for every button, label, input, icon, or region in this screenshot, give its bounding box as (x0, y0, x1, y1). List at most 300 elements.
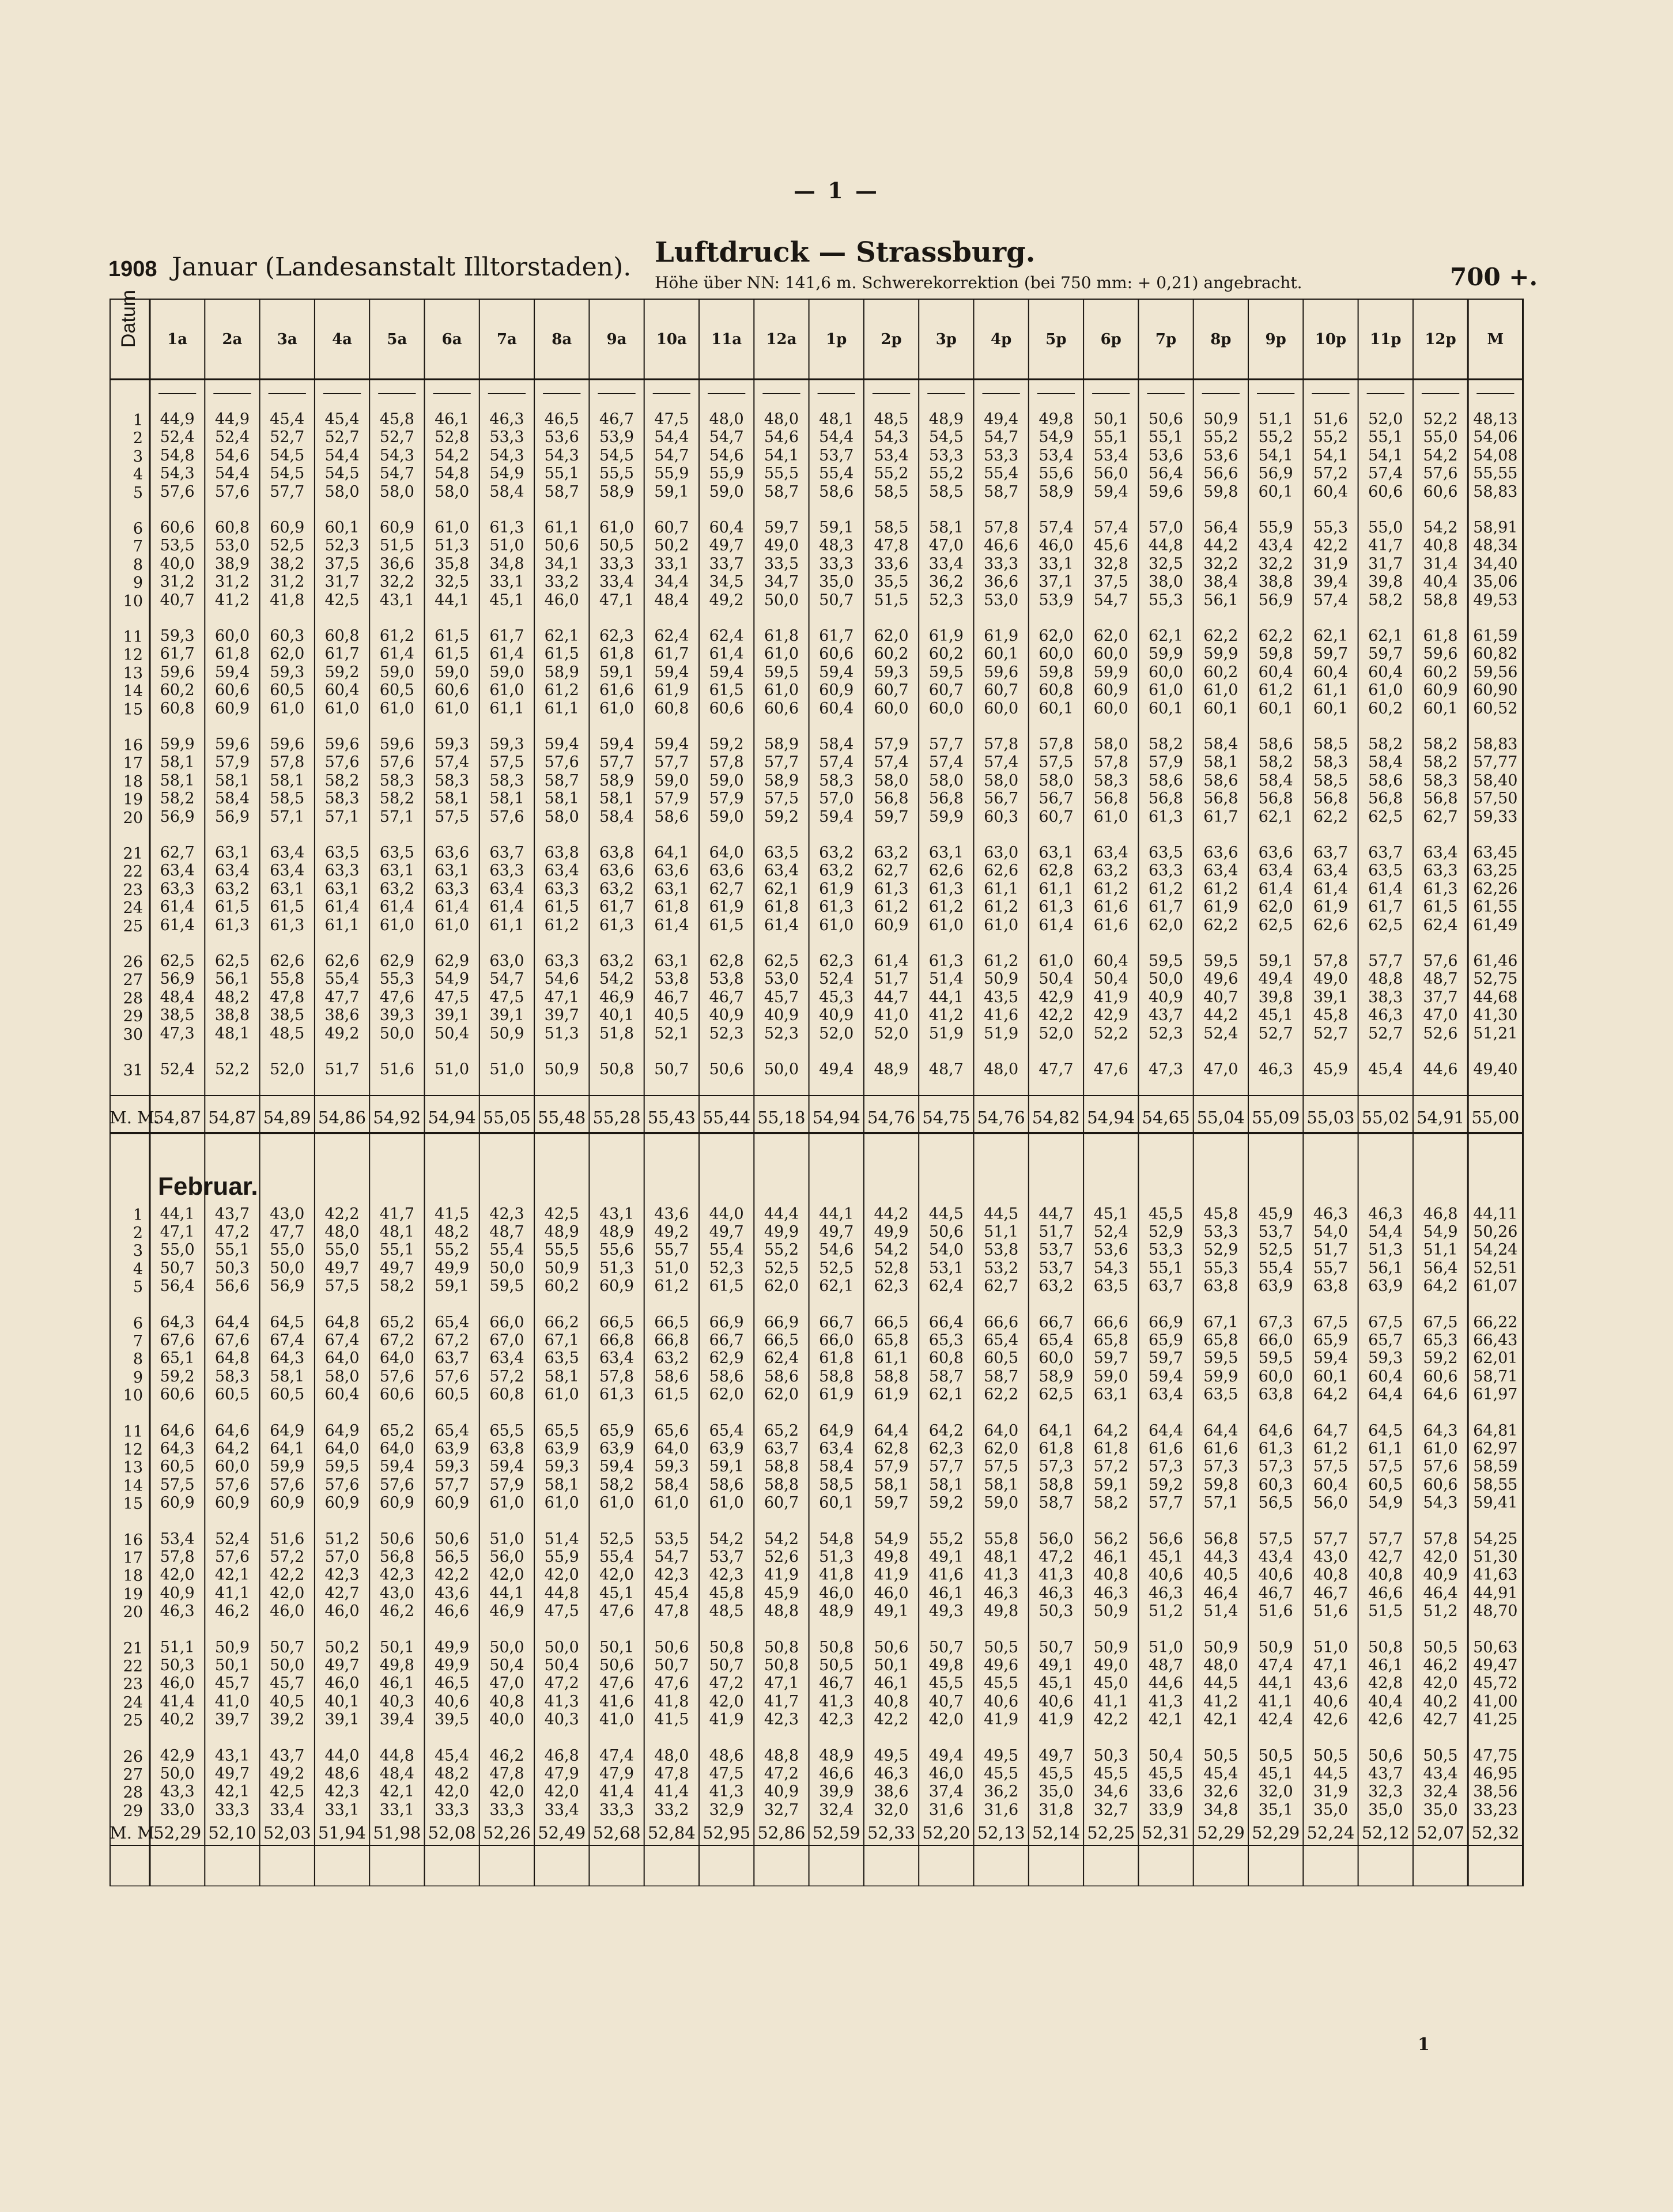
table-cell: 64,0 (654, 1440, 689, 1458)
table-cell: 41,9 (984, 1710, 1019, 1728)
table-cell: 61,9 (709, 898, 744, 916)
table-cell: 41,2 (1203, 1692, 1238, 1711)
table-cell: 54,4 (214, 465, 250, 483)
table-cell: 62,0 (1148, 916, 1184, 934)
table-cell: 32,2 (1258, 554, 1293, 573)
table-cell: 52,2 (1093, 1024, 1128, 1043)
column-header: 9p (1265, 331, 1286, 348)
table-cell: 61,0 (270, 699, 305, 718)
table-cell: 50,1 (599, 1639, 635, 1656)
table-cell: 49,7 (709, 537, 744, 555)
table-cell: 48,5 (709, 1602, 744, 1620)
table-cell: 47,0 (928, 537, 964, 555)
table-cell: 65,9 (599, 1422, 635, 1440)
table-cell: 50,1 (214, 1656, 250, 1675)
table-cell: 64,3 (160, 1313, 195, 1331)
table-cell: 40,3 (379, 1692, 414, 1711)
table-cell: 46,7 (1258, 1584, 1293, 1602)
table-cell: 33,6 (1148, 1783, 1184, 1801)
table-cell: 61,07 (1473, 1277, 1518, 1295)
table-cell: 53,7 (1258, 1223, 1293, 1241)
table-cell: 61,6 (1093, 898, 1128, 916)
table-cell: 50,7 (160, 1259, 195, 1277)
table-cell: 58,7 (544, 771, 579, 790)
table-cell: 62,26 (1473, 879, 1518, 898)
table-cell: 58,6 (709, 1367, 744, 1386)
table-cell: 62,0 (764, 1277, 799, 1295)
table-cell: 41,3 (544, 1692, 579, 1711)
table-cell: 63,3 (544, 879, 579, 898)
table-cell: 59,1 (819, 519, 854, 537)
table-cell: 60,9 (160, 1493, 195, 1512)
table-cell: 63,2 (819, 862, 854, 880)
table-cell: 39,3 (379, 1006, 414, 1025)
table-cell: 55,2 (1203, 428, 1238, 447)
table-cell: 60,6 (160, 519, 195, 537)
table-cell: 42,0 (928, 1710, 964, 1728)
table-cell: 45,7 (764, 988, 799, 1006)
table-cell: 47,2 (1038, 1548, 1074, 1566)
footnote: 1 (1418, 2034, 1430, 2055)
table-cell: 45,8 (1313, 1006, 1348, 1025)
month-heading: Januar (Landesanstalt Illtorstaden). (172, 252, 632, 282)
table-cell: 50,3 (1093, 1747, 1128, 1765)
table-cell: 32,0 (1258, 1783, 1293, 1801)
table-cell: 52,51 (1473, 1259, 1518, 1277)
day-label: 8 (133, 1350, 143, 1369)
table-cell: 61,59 (1473, 627, 1518, 645)
table-cell: 33,3 (489, 1800, 524, 1819)
table-cell: 55,0 (1368, 519, 1403, 537)
mean-cell: 54,94 (428, 1108, 476, 1127)
table-cell: 57,6 (214, 1475, 250, 1494)
table-cell: 62,8 (1038, 862, 1074, 880)
table-cell: 61,4 (489, 645, 524, 663)
table-cell: 56,8 (379, 1548, 414, 1566)
table-cell: 52,7 (1313, 1024, 1348, 1043)
table-cell: 33,3 (984, 554, 1019, 573)
day-label: 1 (133, 1206, 143, 1224)
table-cell: 64,1 (270, 1440, 305, 1458)
table-cell: 35,0 (1313, 1800, 1348, 1819)
table-cell: 48,9 (599, 1223, 635, 1241)
table-cell: 49,7 (819, 1223, 854, 1241)
table-cell: 60,4 (709, 519, 744, 537)
table-cell: 49,8 (984, 1602, 1019, 1620)
table-cell: 61,3 (1258, 1440, 1293, 1458)
table-cell: 63,9 (435, 1440, 470, 1458)
table-cell: 41,5 (654, 1710, 689, 1728)
table-cell: 41,3 (819, 1692, 854, 1711)
table-cell: 61,1 (874, 1349, 909, 1368)
table-cell: 54,4 (654, 428, 689, 447)
table-cell: 46,2 (214, 1602, 250, 1620)
table-cell: 43,7 (214, 1205, 250, 1223)
table-cell: 58,0 (1038, 771, 1074, 790)
table-cell: 58,0 (984, 771, 1019, 790)
table-cell: 39,8 (1368, 573, 1403, 591)
table-cell: 59,0 (435, 663, 470, 681)
mean-cell: 52,32 (1471, 1823, 1520, 1843)
table-cell: 67,4 (270, 1331, 305, 1350)
table-cell: 52,9 (1148, 1223, 1184, 1241)
table-cell: 61,2 (984, 898, 1019, 916)
table-cell: 32,9 (709, 1800, 744, 1819)
table-cell: 47,3 (160, 1024, 195, 1043)
table-cell: 60,5 (984, 1349, 1019, 1368)
table-cell: 50,2 (654, 537, 689, 555)
table-cell: 62,0 (1258, 898, 1293, 916)
table-cell: 50,7 (928, 1639, 964, 1656)
table-cell: 58,6 (654, 1367, 689, 1386)
table-cell: 57,50 (1473, 790, 1518, 808)
day-label: 21 (123, 1640, 143, 1658)
day-label: 12 (123, 646, 143, 665)
table-cell: 56,1 (1203, 591, 1238, 609)
table-cell: 60,52 (1473, 699, 1518, 718)
table-cell: 47,4 (1258, 1656, 1293, 1675)
table-cell: 39,7 (214, 1710, 250, 1728)
table-cell: 38,2 (270, 554, 305, 573)
table-cell: 33,3 (599, 1800, 635, 1819)
table-cell: 50,4 (435, 1024, 470, 1043)
table-cell: 66,8 (654, 1331, 689, 1350)
table-cell: 61,4 (1368, 879, 1403, 898)
table-cell: 58,0 (435, 482, 470, 501)
table-cell: 57,5 (1038, 753, 1074, 772)
table-cell: 62,3 (928, 1440, 964, 1458)
table-cell: 42,1 (1148, 1710, 1184, 1728)
table-cell: 54,6 (709, 446, 744, 465)
table-cell: 63,5 (1093, 1277, 1128, 1295)
table-cell: 57,1 (1203, 1493, 1238, 1512)
table-cell: 49,2 (654, 1223, 689, 1241)
table-cell: 35,0 (1423, 1800, 1458, 1819)
mean-cell: 52,10 (208, 1823, 256, 1843)
table-cell: 56,9 (1258, 591, 1293, 609)
table-cell: 49,6 (984, 1656, 1019, 1675)
table-cell: 64,4 (1148, 1422, 1184, 1440)
table-cell: 64,9 (324, 1422, 360, 1440)
mean-cell: 52,84 (647, 1823, 696, 1843)
table-cell: 46,8 (544, 1747, 579, 1765)
table-cell: 52,7 (1258, 1024, 1293, 1043)
table-cell: 66,2 (544, 1313, 579, 1331)
table-cell: 32,2 (1203, 554, 1238, 573)
mean-cell: 52,08 (428, 1823, 476, 1843)
table-cell: 49,1 (874, 1602, 909, 1620)
table-cell: 49,7 (214, 1765, 250, 1783)
table-cell: 54,24 (1473, 1241, 1518, 1259)
table-cell: 60,7 (928, 681, 964, 700)
table-cell: 62,5 (1368, 807, 1403, 826)
table-cell: 44,3 (1203, 1548, 1238, 1566)
table-cell: 58,1 (160, 771, 195, 790)
table-cell: 58,1 (874, 1475, 909, 1494)
table-cell: 60,6 (1368, 482, 1403, 501)
mean-cell: 52,26 (482, 1823, 531, 1843)
table-cell: 61,0 (764, 645, 799, 663)
table-cell: 45,4 (654, 1584, 689, 1602)
table-cell: 48,6 (324, 1765, 360, 1783)
day-label: 25 (123, 917, 143, 935)
mean-cell: 52,07 (1417, 1823, 1465, 1843)
day-label: 19 (123, 791, 143, 809)
table-cell: 50,3 (1038, 1602, 1074, 1620)
table-cell: 66,5 (874, 1313, 909, 1331)
table-cell: 61,1 (984, 879, 1019, 898)
table-cell: 53,4 (874, 446, 909, 465)
table-cell: 65,4 (1038, 1331, 1074, 1350)
table-cell: 60,2 (874, 645, 909, 663)
table-cell: 31,9 (1313, 1783, 1348, 1801)
table-cell: 50,3 (214, 1259, 250, 1277)
table-cell: 45,7 (214, 1674, 250, 1693)
table-cell: 40,9 (764, 1006, 799, 1025)
table-cell: 58,1 (435, 790, 470, 808)
table-cell: 59,3 (544, 1458, 579, 1476)
table-cell: 52,5 (599, 1530, 635, 1548)
table-cell: 53,4 (1038, 446, 1074, 465)
table-cell: 63,2 (654, 1349, 689, 1368)
day-label: 27 (123, 1766, 143, 1784)
table-cell: 49,9 (435, 1259, 470, 1277)
table-cell: 60,7 (984, 681, 1019, 700)
table-cell: 58,3 (214, 1367, 250, 1386)
table-cell: 48,0 (709, 410, 744, 428)
table-cell: 62,1 (1368, 627, 1403, 645)
table-cell: 48,2 (214, 988, 250, 1006)
table-cell: 37,5 (1093, 573, 1128, 591)
table-cell: 55,1 (1368, 428, 1403, 447)
table-cell: 63,4 (270, 844, 305, 862)
table-cell: 58,1 (489, 790, 524, 808)
table-cell: 40,7 (1203, 988, 1238, 1006)
table-cell: 63,1 (324, 879, 360, 898)
table-cell: 52,5 (764, 1259, 799, 1277)
table-cell: 41,8 (654, 1692, 689, 1711)
table-cell: 58,8 (764, 1475, 799, 1494)
table-cell: 63,1 (435, 862, 470, 880)
table-cell: 49,47 (1473, 1656, 1518, 1675)
table-cell: 60,1 (984, 645, 1019, 663)
table-cell: 57,4 (1368, 465, 1403, 483)
table-cell: 50,0 (270, 1259, 305, 1277)
table-cell: 62,0 (1038, 627, 1074, 645)
table-cell: 62,4 (764, 1349, 799, 1368)
day-label: 3 (133, 447, 143, 466)
table-cell: 60,0 (1148, 663, 1184, 681)
table-cell: 31,2 (214, 573, 250, 591)
table-cell: 46,3 (1368, 1006, 1403, 1025)
table-cell: 62,2 (1203, 627, 1238, 645)
table-cell: 61,4 (764, 916, 799, 934)
table-cell: 56,8 (1313, 790, 1348, 808)
table-cell: 60,6 (709, 699, 744, 718)
table-cell: 55,4 (984, 465, 1019, 483)
table-cell: 45,9 (1258, 1205, 1293, 1223)
column-header: 2p (881, 331, 902, 348)
table-cell: 65,9 (1313, 1331, 1348, 1350)
table-cell: 50,0 (270, 1656, 305, 1675)
table-cell: 47,2 (764, 1765, 799, 1783)
mean-cell: 55,44 (703, 1108, 751, 1127)
mean-cell: 55,43 (647, 1108, 696, 1127)
table-cell: 63,1 (654, 952, 689, 970)
table-cell: 42,7 (324, 1584, 360, 1602)
table-cell: 33,4 (270, 1800, 305, 1819)
table-cell: 46,6 (984, 537, 1019, 555)
mean-cell: 54,94 (812, 1108, 860, 1127)
table-cell: 61,5 (435, 627, 470, 645)
table-cell: 51,0 (654, 1259, 689, 1277)
table-cell: 61,8 (214, 645, 250, 663)
table-cell: 49,8 (874, 1548, 909, 1566)
table-cell: 57,5 (324, 1277, 360, 1295)
table-cell: 59,3 (874, 663, 909, 681)
table-cell: 61,3 (1148, 807, 1184, 826)
table-cell: 44,4 (764, 1205, 799, 1223)
table-cell: 58,4 (489, 482, 524, 501)
table-cell: 39,4 (1313, 573, 1348, 591)
table-cell: 51,5 (379, 537, 414, 555)
table-cell: 61,2 (1203, 879, 1238, 898)
table-cell: 55,5 (764, 465, 799, 483)
table-cell: 40,5 (1203, 1566, 1238, 1584)
table-cell: 64,2 (1093, 1422, 1128, 1440)
table-cell: 49,4 (928, 1747, 964, 1765)
table-cell: 41,1 (214, 1584, 250, 1602)
table-cell: 57,4 (1038, 519, 1074, 537)
table-cell: 51,1 (160, 1639, 195, 1656)
table-cell: 61,4 (324, 898, 360, 916)
table-cell: 61,0 (435, 699, 470, 718)
table-cell: 56,9 (214, 807, 250, 826)
table-cell: 47,0 (489, 1674, 524, 1693)
table-cell: 61,4 (489, 898, 524, 916)
table-cell: 59,5 (324, 1458, 360, 1476)
table-cell: 62,6 (984, 862, 1019, 880)
table-cell: 52,3 (324, 537, 360, 555)
table-cell: 57,6 (270, 1475, 305, 1494)
table-cell: 56,8 (1203, 1530, 1238, 1548)
table-cell: 51,4 (928, 970, 964, 988)
table-cell: 38,8 (214, 1006, 250, 1025)
table-cell: 57,4 (435, 753, 470, 772)
table-cell: 40,2 (160, 1710, 195, 1728)
table-cell: 53,3 (984, 446, 1019, 465)
table-cell: 62,1 (544, 627, 579, 645)
table-cell: 50,9 (544, 1060, 579, 1078)
table-cell: 40,6 (1313, 1692, 1348, 1711)
table-cell: 56,8 (1258, 790, 1293, 808)
table-cell: 60,8 (160, 699, 195, 718)
table-cell: 61,0 (1423, 1440, 1458, 1458)
table-cell: 40,2 (1423, 1692, 1458, 1711)
table-cell: 51,3 (1368, 1241, 1403, 1259)
table-cell: 41,4 (599, 1783, 635, 1801)
table-cell: 34,8 (489, 554, 524, 573)
table-cell: 40,6 (984, 1692, 1019, 1711)
table-cell: 61,0 (984, 916, 1019, 934)
table-cell: 51,5 (1368, 1602, 1403, 1620)
table-cell: 63,8 (1203, 1277, 1238, 1295)
table-cell: 35,0 (819, 573, 854, 591)
table-cell: 32,8 (1093, 554, 1128, 573)
table-cell: 46,0 (160, 1674, 195, 1693)
table-cell: 61,3 (928, 879, 964, 898)
table-cell: 59,33 (1473, 807, 1518, 826)
table-cell: 57,6 (379, 1475, 414, 1494)
table-cell: 61,7 (160, 645, 195, 663)
table-cell: 31,2 (270, 573, 305, 591)
table-cell: 51,30 (1473, 1548, 1518, 1566)
table-cell: 54,0 (928, 1241, 964, 1259)
table-cell: 53,6 (1148, 446, 1184, 465)
table-cell: 52,8 (874, 1259, 909, 1277)
table-cell: 57,6 (324, 753, 360, 772)
table-cell: 50,4 (1148, 1747, 1184, 1765)
table-cell: 62,1 (1258, 807, 1293, 826)
year-label: 1908 (108, 257, 157, 281)
table-cell: 58,1 (928, 1475, 964, 1494)
table-cell: 45,8 (709, 1584, 744, 1602)
table-cell: 63,4 (1093, 844, 1128, 862)
table-cell: 50,3 (160, 1656, 195, 1675)
table-cell: 58,1 (270, 771, 305, 790)
table-cell: 61,5 (654, 1385, 689, 1403)
table-cell: 43,1 (379, 591, 414, 609)
table-cell: 41,6 (928, 1566, 964, 1584)
table-cell: 61,1 (1368, 1440, 1403, 1458)
table-cell: 46,7 (1313, 1584, 1348, 1602)
mean-cell: 52,68 (592, 1823, 641, 1843)
table-cell: 67,5 (1313, 1313, 1348, 1331)
table-cell: 56,0 (1093, 465, 1128, 483)
table-cell: 31,8 (1038, 1800, 1074, 1819)
table-cell: 58,1 (984, 1475, 1019, 1494)
table-cell: 45,1 (599, 1584, 635, 1602)
table-cell: 66,0 (489, 1313, 524, 1331)
table-cell: 41,2 (214, 591, 250, 609)
column-header: 8a (552, 331, 572, 348)
mean-cell: 51,94 (318, 1823, 367, 1843)
table-cell: 46,4 (1423, 1584, 1458, 1602)
table-cell: 46,0 (324, 1674, 360, 1693)
table-cell: 50,6 (928, 1223, 964, 1241)
table-cell: 58,5 (819, 1475, 854, 1494)
table-cell: 50,9 (214, 1639, 250, 1656)
table-cell: 63,9 (709, 1440, 744, 1458)
table-cell: 48,0 (984, 1060, 1019, 1078)
table-cell: 44,2 (1203, 537, 1238, 555)
table-cell: 63,1 (1093, 1385, 1128, 1403)
table-cell: 64,6 (160, 1422, 195, 1440)
table-cell: 47,8 (874, 537, 909, 555)
table-cell: 59,9 (1203, 645, 1238, 663)
table-cell: 60,2 (1368, 699, 1403, 718)
table-cell: 46,1 (1368, 1656, 1403, 1675)
table-cell: 57,6 (379, 753, 414, 772)
table-cell: 33,3 (435, 1800, 470, 1819)
table-cell: 61,4 (160, 898, 195, 916)
table-cell: 58,5 (928, 482, 964, 501)
table-cell: 64,2 (928, 1422, 964, 1440)
table-cell: 46,2 (489, 1747, 524, 1765)
table-cell: 58,2 (1258, 753, 1293, 772)
table-cell: 47,7 (1038, 1060, 1074, 1078)
table-cell: 55,3 (1203, 1259, 1238, 1277)
